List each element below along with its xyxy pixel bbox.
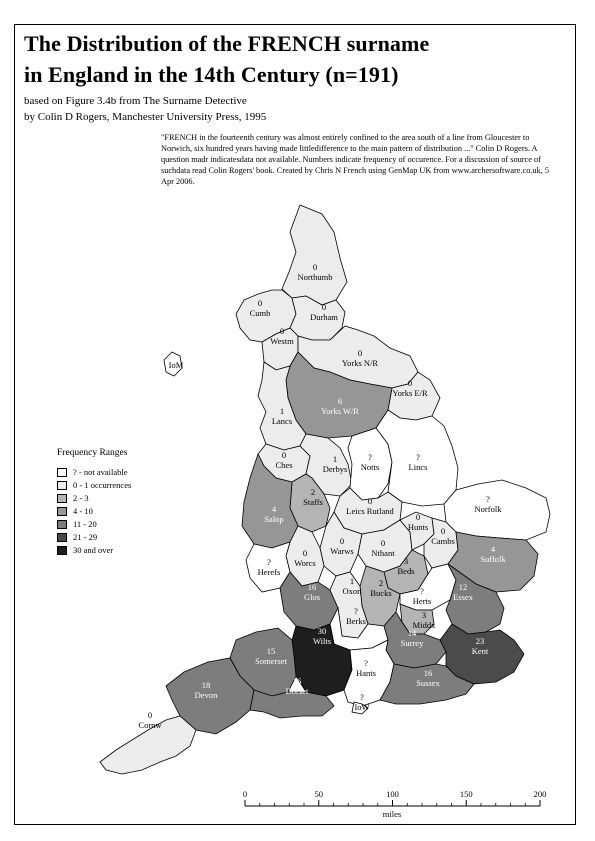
county-name-label: Sussex: [416, 678, 440, 688]
county-name-label: Yorks W/R: [321, 406, 359, 416]
county-name-label: Staffs: [303, 497, 323, 507]
county-value-label: 1: [349, 576, 355, 586]
county-name-label: Essex: [453, 592, 473, 602]
legend-swatch: [57, 494, 67, 503]
county-value-label: 18: [201, 680, 211, 690]
county-name-label: Somerset: [255, 656, 287, 666]
county-name-label: Durham: [310, 312, 338, 322]
county-name-label: IoM: [168, 360, 184, 370]
county-name-label: Notts: [360, 462, 380, 472]
legend-item: [57, 531, 97, 542]
county-name-label: Cambs: [431, 536, 455, 546]
county-value-label: 0: [367, 496, 373, 506]
county-value-label: ?: [354, 606, 358, 616]
county-name-label: Hants: [356, 668, 376, 678]
county-value-label: ?: [360, 692, 364, 702]
legend-label: 4 - 10: [73, 506, 93, 517]
county-value-label: 16: [307, 582, 317, 592]
legend-label: 11 - 20: [73, 519, 97, 530]
county-value-label: 0: [281, 450, 287, 460]
county-value-label: ?: [267, 557, 271, 567]
county-name-label: Yorks N/R: [341, 358, 379, 368]
county-value-label: ?: [364, 658, 368, 668]
county-value-label: 0: [147, 710, 153, 720]
legend-swatch: [57, 481, 67, 490]
county-name-label: Cumb: [249, 308, 271, 318]
legend-swatch: [57, 546, 67, 555]
county-value-label: 2: [310, 487, 316, 497]
scale-bar: [243, 789, 547, 819]
legend-label: 30 and over: [73, 545, 114, 556]
county-name-label: Northumb: [297, 272, 333, 282]
county-name-label: Herefs: [257, 567, 281, 577]
source-line-2: by Colin D Rogers, Manchester University Press, 1995: [24, 111, 267, 123]
county-value-label: 0: [380, 538, 386, 548]
county-name-label: Berks: [346, 616, 366, 626]
county-value-label: 0: [279, 326, 285, 336]
county-value-label: 6: [337, 396, 343, 406]
county-name-label: Oxon: [342, 586, 362, 596]
county-name-label: Middx: [412, 620, 436, 630]
county-value-label: ?: [420, 586, 424, 596]
county-value-label: 12: [458, 582, 468, 592]
county-name-label: Warws: [330, 546, 354, 556]
county-value-label: 16: [292, 676, 302, 686]
county-value-label: 0: [312, 262, 318, 272]
county-name-label: Nthant: [371, 548, 395, 558]
scale-tick-label: 100: [386, 789, 399, 799]
legend-swatch: [57, 533, 67, 542]
county-name-label: Leics Rutland: [346, 506, 394, 516]
county-value-label: 15: [266, 646, 276, 656]
county-name-label: Herts: [412, 596, 432, 606]
county-value-label: 4: [490, 544, 496, 554]
source-line-1: based on Figure 3.4b from The Surname Detective: [24, 95, 247, 107]
county-name-label: Worcs: [294, 558, 316, 568]
scale-tick-label: 150: [459, 789, 473, 799]
county-name-label: Bucks: [370, 588, 392, 598]
scale-tick-label: 0: [242, 789, 248, 799]
county-value-label: 0: [302, 548, 308, 558]
legend-swatch: [57, 507, 67, 516]
county-value-label: 0: [407, 378, 413, 388]
county-name-label: Derbys: [322, 464, 348, 474]
legend-label: 0 - 1 occurrences: [73, 480, 132, 491]
legend-title: Frequency Ranges: [57, 448, 128, 458]
county-value-label: 16: [423, 668, 433, 678]
map-title-line-1: The Distribution of the FRENCH surname: [24, 31, 430, 56]
legend-item: [57, 544, 113, 555]
legend-swatch: [57, 468, 67, 477]
legend-swatch: [57, 520, 67, 529]
county-value-label: 23: [475, 636, 485, 646]
county-name-label: Wilts: [312, 636, 332, 646]
county-name-label: Westm: [270, 336, 294, 346]
county-value-label: 3: [421, 610, 427, 620]
county-name-label: Lancs: [271, 416, 293, 426]
legend-item: [57, 466, 128, 477]
county-name-label: Cornw: [138, 720, 162, 730]
county-value-label: 0: [257, 298, 263, 308]
scale-unit-label: miles: [382, 809, 402, 819]
county-value-label: ?: [486, 494, 490, 504]
county-value-label: 1: [279, 406, 285, 416]
county-name-label: IoW: [354, 702, 370, 712]
county-value-label: 3: [403, 556, 409, 566]
quote-text: "FRENCH in the fourteenth century was almost entirely confined to the area south of a line from Gloucester to Norwich, six hundred years having made littledifference to the main pattern of distribution ..." Colin D Rogers. A question madr indicatesdata not available. Numbers indicate frequency of occurence. For a discussion of source of suchdata read Colin Rogers' book. Created by Chris N French using GenMap UK from www.archersoftware.co.uk, 5 Apr 2006.: [161, 133, 550, 187]
county-value-label: ?: [416, 452, 420, 462]
county-name-label: Salop: [264, 514, 284, 524]
legend-item: [57, 479, 131, 490]
county-value-label: 14: [407, 628, 417, 638]
county-name-label: Lincs: [408, 462, 428, 472]
county-northumb-region: [282, 205, 347, 305]
legend-label: 2 - 3: [73, 493, 89, 504]
county-value-label: 2: [378, 578, 384, 588]
county-value-label: ?: [368, 452, 372, 462]
county-name-label: Suffolk: [480, 554, 506, 564]
county-name-label: Surrey: [400, 638, 424, 648]
legend-label: ? - not available: [73, 467, 128, 478]
county-value-label: 4: [271, 504, 277, 514]
county-name-label: Dorset: [285, 686, 309, 696]
county-name-label: Kent: [471, 646, 489, 656]
county-value-label: 30: [317, 626, 327, 636]
county-name-label: Devon: [194, 690, 218, 700]
county-value-label: 0: [321, 302, 327, 312]
county-regions: [100, 205, 550, 774]
legend-item: [57, 505, 93, 516]
county-name-label: Yorks E/R: [392, 388, 428, 398]
county-name-label: Norfolk: [474, 504, 502, 514]
map-title-line-2: in England in the 14th Century (n=191): [24, 62, 399, 87]
county-value-label: 0: [440, 526, 446, 536]
legend-item: [57, 518, 97, 529]
county-value-label: 1: [332, 454, 338, 464]
county-value-label: 0: [357, 348, 363, 358]
county-value-label: 0: [415, 512, 421, 522]
county-name-label: Ches: [275, 460, 293, 470]
county-name-label: Hunts: [407, 522, 429, 532]
legend-item: [57, 492, 89, 503]
scale-tick-label: 200: [533, 789, 547, 799]
county-name-label: Beds: [397, 566, 415, 576]
legend-label: 21 - 29: [73, 532, 98, 543]
county-name-label: Glos: [303, 592, 321, 602]
scale-tick-label: 50: [314, 789, 323, 799]
county-value-label: 0: [339, 536, 345, 546]
